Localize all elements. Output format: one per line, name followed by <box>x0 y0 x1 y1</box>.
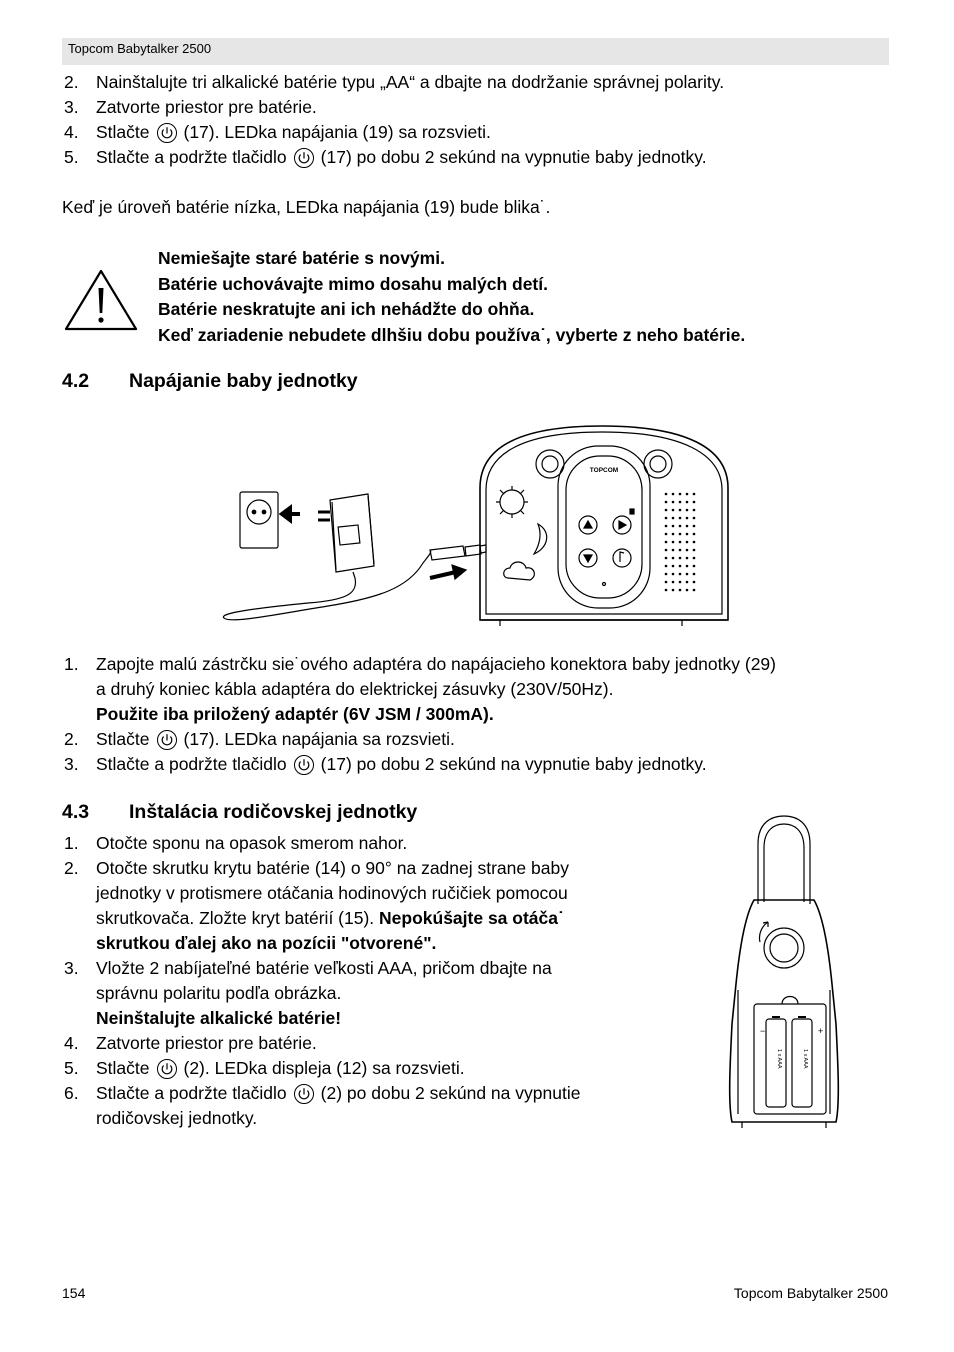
battery-install-steps <box>62 70 724 170</box>
list-item: 5. Stlačte (2). LEDka displeja (12) sa rozsvieti. <box>64 1058 465 1078</box>
list-item: 3. Zatvorte priestor pre batérie. <box>64 97 317 117</box>
list-item: 4. Zatvorte priestor pre batérie. <box>64 1033 317 1053</box>
speaker-grille <box>665 493 696 592</box>
list-item: 2. Nainštalujte tri alkalické batérie typu „AA“ a dbajte na dodržanie správnej polarity. <box>64 72 725 92</box>
power-supply-steps <box>62 652 776 777</box>
header-title: Topcom Babytalker 2500 <box>68 41 212 56</box>
section-heading-4-3: 4.3 Inštalácia rodičovskej jednotky <box>62 801 418 823</box>
list-item: 5. Stlačte a podržte tlačidlo (17) po dobu 2 sekúnd na vypnutie baby jednotky. <box>64 147 707 167</box>
device-logo: TOPCOM <box>589 467 619 474</box>
power-button-icon <box>157 123 177 143</box>
list-item: 1. Zapojte malú zástrčku sie˙ového adaptéra do napájacieho konektora baby jednotky (29) a druhý koniec kábla adaptéra do elektrickej zásuvky (230V/50Hz). Použite iba priložený adaptér (6V JSM / 300mA). <box>64 654 776 724</box>
list-item: 1. Otočte sponu na opasok smerom nahor. <box>64 833 408 853</box>
page-number: 154 <box>62 1285 86 1301</box>
footer-title: Topcom Babytalker 2500 <box>733 1285 888 1301</box>
list-item: 4. Stlačte (17). LEDka napájania (19) sa rozsvieti. <box>64 122 491 142</box>
power-button-icon <box>294 148 314 168</box>
parent-unit-battery-illustration <box>724 814 844 1132</box>
list-item: 2. Otočte skrutku krytu batérie (14) o 90° na zadnej strane baby jednotky v protismere otáčania hodinových ručičiek pomocou skrutkovača. Zložte kryt batérií (15). Nepokúšajte sa otáča˙ skrutkou ďalej ako na pozícii "otvorené". <box>64 858 569 953</box>
section-heading-4-2: 4.2 Napájanie baby jednotky <box>62 370 358 392</box>
running-header <box>62 38 889 65</box>
power-button-icon <box>294 755 314 775</box>
low-battery-note: Keď je úroveň batérie nízka, LEDka napájania (19) bude blika˙. <box>62 197 551 217</box>
list-item: 3. Vložte 2 nabíjateľné batérie veľkosti AAA, pričom dbajte na správnu polaritu podľa obrázka. Neinštalujte alkalické batérie! <box>64 958 552 1028</box>
power-button-icon <box>157 730 177 750</box>
baby-unit-adapter-illustration <box>218 418 738 628</box>
power-button-icon <box>294 1084 314 1104</box>
svg-text:−: − <box>760 1026 766 1036</box>
svg-text:+: + <box>818 1026 824 1036</box>
power-button-icon <box>157 1059 177 1079</box>
list-item: 2. Stlačte (17). LEDka napájania sa rozsvieti. <box>64 729 455 749</box>
battery-warning: Nemiešajte staré batérie s novými. Batérie uchovávajte mimo dosahu malých detí. Batérie neskratujte ani ich nehádžte do ohňa. Keď zariadenie nebudete dlhšiu dobu používa˙, vyberte z neho batérie. <box>158 248 746 345</box>
list-item: 3. Stlačte a podržte tlačidlo (17) po dobu 2 sekúnd na vypnutie baby jednotky. <box>64 754 707 774</box>
battery-label: 1 x AAA <box>776 1049 782 1069</box>
parent-unit-steps <box>62 831 580 1131</box>
list-item: 6. Stlačte a podržte tlačidlo (2) po dobu 2 sekúnd na vypnutie rodičovskej jednotky. <box>64 1083 581 1128</box>
warning-triangle-icon <box>63 268 139 337</box>
battery-label: 1 x AAA <box>802 1049 808 1069</box>
